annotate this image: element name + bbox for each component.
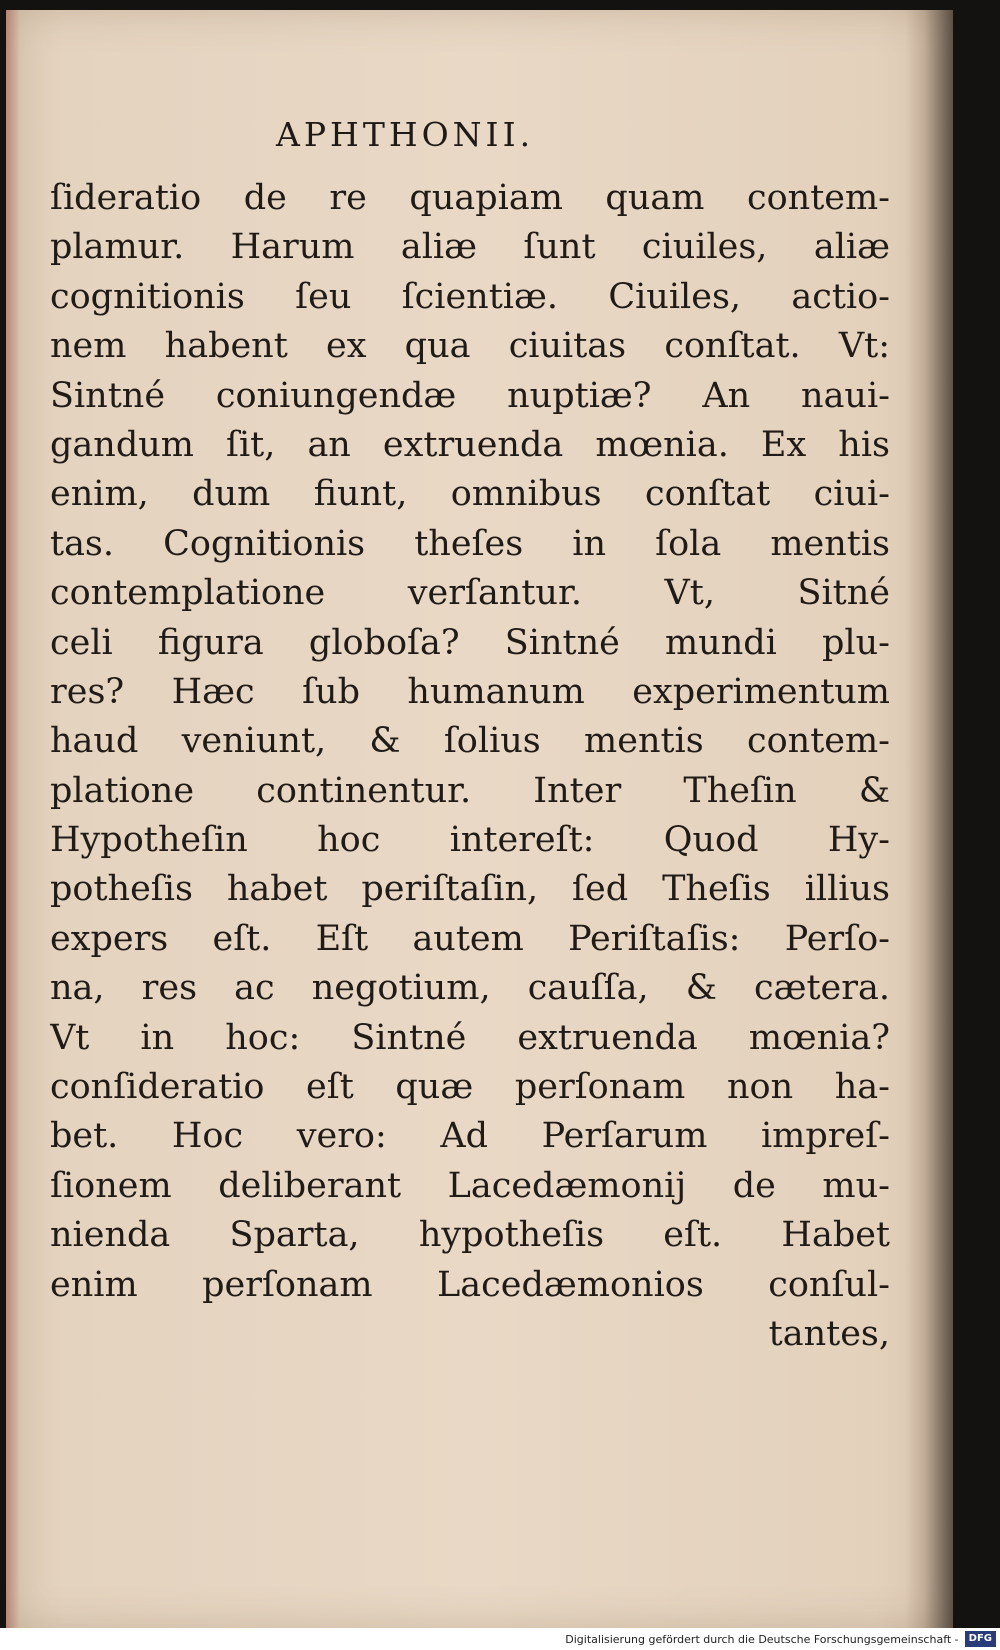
binding-edge bbox=[6, 10, 20, 1628]
text-line: enim, dum fiunt, omnibus conſtat ciui- bbox=[50, 474, 890, 515]
text-line: bet. Hoc vero: Ad Perſarum impreſ- bbox=[50, 1116, 890, 1157]
text-line: nienda Sparta, hypotheſis eſt. Habet bbox=[50, 1215, 890, 1256]
text-line: Vt in hoc: Sintné extruenda mœnia? bbox=[50, 1017, 890, 1058]
text-block bbox=[50, 174, 890, 1359]
catchword-line: tantes, bbox=[768, 1313, 890, 1354]
text-line: na, res ac negotium, cauſſa, & cætera. bbox=[50, 968, 890, 1009]
text-line: plamur. Harum aliæ ſunt ciuiles, aliæ bbox=[50, 227, 890, 268]
text-line: ſionem deliberant Lacedæmonij de mu- bbox=[50, 1165, 890, 1206]
page-gutter bbox=[905, 10, 953, 1628]
book-page bbox=[6, 10, 953, 1628]
text-line: celi figura globoſa? Sintné mundi plu- bbox=[50, 622, 890, 663]
text-line: haud veniunt, & ſolius mentis contem- bbox=[50, 721, 890, 762]
text-line: gandum ſit, an extruenda mœnia. Ex his bbox=[50, 424, 890, 465]
text-line: platione continentur. Inter Theſin & bbox=[50, 770, 890, 811]
digitization-footer bbox=[0, 1628, 1000, 1650]
text-line: tas. Cognitionis theſes in ſola mentis bbox=[50, 523, 890, 564]
text-line: ſideratio de re quapiam quam contem- bbox=[50, 178, 890, 218]
text-line: enim perſonam Lacedæmonios conſul- bbox=[50, 1264, 890, 1305]
text-line: Hypotheſin hoc intereſt: Quod Hy- bbox=[50, 820, 890, 861]
text-line: res? Hæc ſub humanum experimentum bbox=[50, 671, 890, 712]
text-line: Sintné coniungendæ nuptiæ? An naui- bbox=[50, 375, 890, 416]
text-line: nem habent ex qua ciuitas conſtat. Vt: bbox=[50, 326, 890, 367]
dfg-logo: DFG bbox=[965, 1631, 996, 1647]
running-head: APHTHONII. bbox=[276, 115, 535, 154]
text-line: potheſis habet periſtaſin, ſed Theſis illius bbox=[50, 869, 890, 910]
funding-credit: Digitalisierung gefördert durch die Deutsche Forschungsgemeinschaft - bbox=[565, 1632, 959, 1646]
text-line: contemplatione verſantur. Vt, Sitné bbox=[50, 573, 890, 614]
text-line: conſideratio eſt quæ perſonam non ha- bbox=[50, 1067, 890, 1108]
text-line: cognitionis ſeu ſcientiæ. Ciuiles, actio- bbox=[50, 276, 890, 317]
text-line: expers eſt. Eſt autem Periſtaſis: Perſo- bbox=[50, 918, 890, 959]
